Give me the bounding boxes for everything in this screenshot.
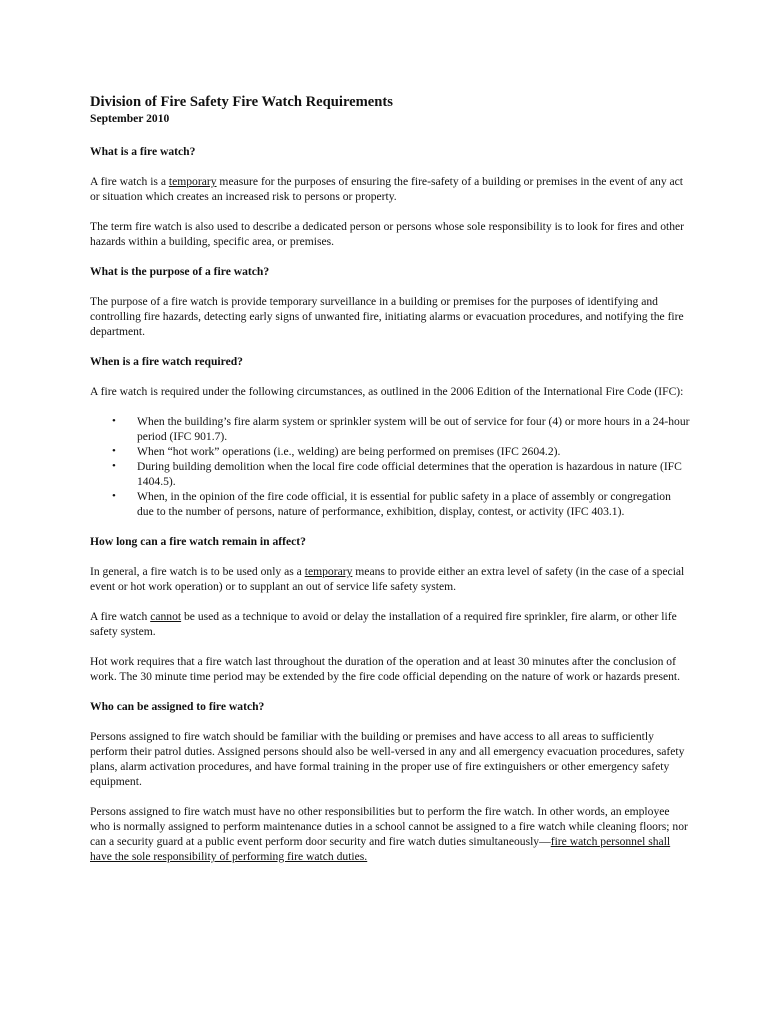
bullet-text: When, in the opinion of the fire code official, it is essential for public safety in a place of assembly or congregation due to the number of persons, nature of performance, exhibition, display, contest, or activity (IFC 403.1). bbox=[137, 490, 671, 518]
paragraph bbox=[90, 729, 690, 789]
paragraph bbox=[90, 564, 690, 594]
section-heading: Who can be assigned to fire watch? bbox=[90, 700, 265, 713]
paragraph-text: measure for the purposes of ensuring the fire-safety of a building or premises in the event of any act or situation which creates an increased risk to persons or property. bbox=[90, 175, 684, 203]
underlined-text: temporary bbox=[168, 175, 217, 188]
document-title: Division of Fire Safety Fire Watch Requirements bbox=[90, 94, 393, 110]
bullet-item bbox=[90, 489, 690, 519]
bullet-text: When “hot work” operations (i.e., welding) are being performed on premises (IFC 2604.2). bbox=[137, 445, 561, 458]
sections-container bbox=[90, 144, 690, 864]
paragraph-text: In general, a fire watch is to be used only as a bbox=[90, 565, 305, 578]
bullet-dot-icon: • bbox=[112, 445, 116, 457]
paragraph-text: The purpose of a fire watch is provide temporary surveillance in a building or premises for the purposes of identifying and controlling fire hazards, detecting early signs of unwanted fire, initiating alarms or evacuation procedures, and notifying the fire department. bbox=[90, 295, 684, 338]
underlined-text: cannot bbox=[150, 610, 182, 623]
document-body bbox=[90, 93, 690, 879]
paragraph-text: Persons assigned to fire watch should be familiar with the building or premises and have access to all areas to sufficiently perform their patrol duties. Assigned persons should also be well-versed in any and all emergency evacuation procedures, safety plans, alarm activation procedures, and have formal training in the proper use of fire extinguishers or other emergency safety equipment. bbox=[90, 730, 685, 788]
section-heading: What is a fire watch? bbox=[90, 145, 196, 158]
paragraph-text: be used as a technique to avoid or delay the installation of a required fire sprinkler, fire alarm, or other life safety system. bbox=[90, 610, 677, 638]
paragraph-text: A fire watch is a bbox=[90, 175, 169, 188]
bullet-item bbox=[90, 459, 690, 489]
section-intro: A fire watch is required under the following circumstances, as outlined in the 2006 Edition of the International Fire Code (IFC): bbox=[90, 385, 684, 398]
bullet-dot-icon: • bbox=[112, 460, 116, 472]
paragraph bbox=[90, 609, 690, 639]
paragraph-text: A fire watch bbox=[90, 610, 151, 623]
paragraph bbox=[90, 294, 690, 339]
bullet-item bbox=[90, 414, 690, 444]
bullet-dot-icon: • bbox=[112, 490, 116, 502]
section-heading: How long can a fire watch remain in affect? bbox=[90, 535, 306, 548]
paragraph bbox=[90, 174, 690, 204]
paragraph bbox=[90, 219, 690, 249]
bullet-list bbox=[90, 414, 690, 519]
bullet-item bbox=[90, 444, 690, 459]
document-date: September 2010 bbox=[90, 112, 170, 125]
bullet-dot-icon: • bbox=[112, 415, 116, 427]
paragraph-text: The term fire watch is also used to describe a dedicated person or persons whose sole responsibility is to look for fires and other hazards within a building, specific area, or premises. bbox=[90, 220, 685, 248]
section-heading: What is the purpose of a fire watch? bbox=[90, 265, 270, 278]
paragraph-text: Hot work requires that a fire watch last throughout the duration of the operation and at least 30 minutes after the conclusion of work. The 30 minute time period may be extended by the fire code official depending on the nature of work or hazards present. bbox=[90, 655, 681, 683]
bullet-text: When the building’s fire alarm system or sprinkler system will be out of service for four (4) or more hours in a 24-hour period (IFC 901.7). bbox=[137, 415, 690, 443]
bullet-text: During building demolition when the local fire code official determines that the operation is hazardous in nature (IFC 1404.5). bbox=[137, 460, 682, 488]
underlined-text: temporary bbox=[304, 565, 353, 578]
section-heading: When is a fire watch required? bbox=[90, 355, 243, 368]
paragraph bbox=[90, 804, 690, 864]
underlined-text: fire watch personnel shall have the sole responsibility of performing fire watch duties. bbox=[90, 835, 671, 863]
paragraph bbox=[90, 654, 690, 684]
paragraph-text: Persons assigned to fire watch must have no other responsibilities but to perform the fire watch. In other words, an employee who is normally assigned to perform maintenance duties in a school cannot be assigned to a fire watch while cleaning floors; nor can a security guard at a public event perform door security and fire watch duties simultaneously— bbox=[90, 805, 688, 848]
paragraph-text: means to provide either an extra level of safety (in the case of a special event or hot work operation) or to supplant an out of service life safety system. bbox=[90, 565, 685, 593]
